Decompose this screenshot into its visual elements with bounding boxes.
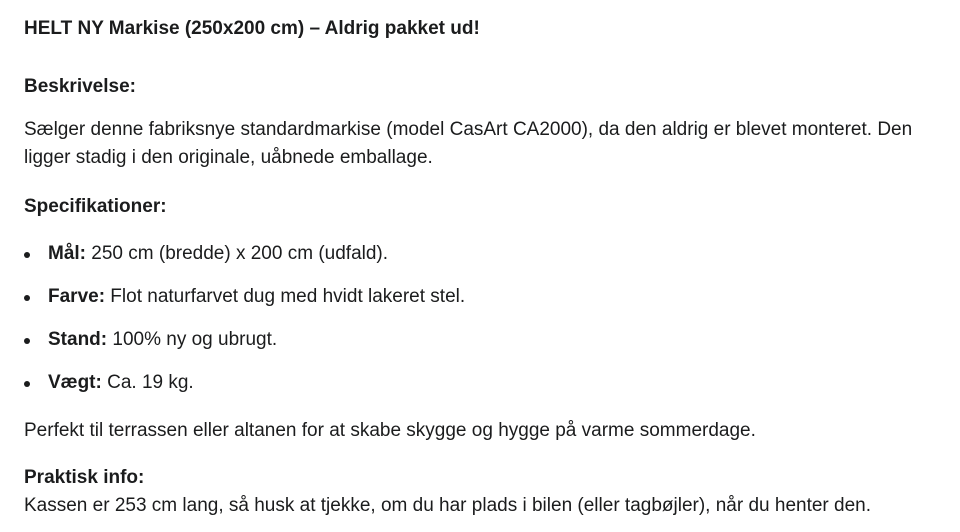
spec-value: 250 cm (bredde) x 200 cm (udfald). (86, 243, 389, 264)
spec-label: Farve: (48, 286, 106, 307)
bullet-icon (24, 295, 30, 301)
spec-label: Mål: (48, 243, 86, 264)
practical-text: Kassen er 253 cm lang, så husk at tjekke, om du har plads i bilen (eller tagbøjler), når du henter den. (24, 495, 872, 516)
description-heading: Beskrivelse: (24, 76, 136, 97)
listing-title: HELT NY Markise (250x200 cm) – Aldrig pakket ud! (24, 18, 480, 39)
spec-value: Ca. 19 kg. (101, 372, 194, 393)
bullet-icon (24, 381, 30, 387)
spec-label: Vægt: (48, 372, 102, 393)
spec-value: 100% ny og ubrugt. (107, 329, 278, 350)
spec-value: Flot naturfarvet dug med hvidt lakeret stel. (105, 286, 466, 307)
practical-heading: Praktisk info: (24, 467, 145, 488)
closing-text: Perfekt til terrassen eller altanen for at skabe skygge og hygge på varme sommerdage. (24, 420, 756, 441)
bullet-icon (24, 252, 30, 258)
specs-heading: Specifikationer: (24, 196, 167, 217)
description-text: Sælger denne fabriksnye standardmarkise (model CasArt CA2000), da den aldrig er blevet monteret. Den ligger stadig i den originale, uåbnede emballage. (24, 119, 913, 168)
bullet-icon (24, 338, 30, 344)
spec-label: Stand: (48, 329, 108, 350)
